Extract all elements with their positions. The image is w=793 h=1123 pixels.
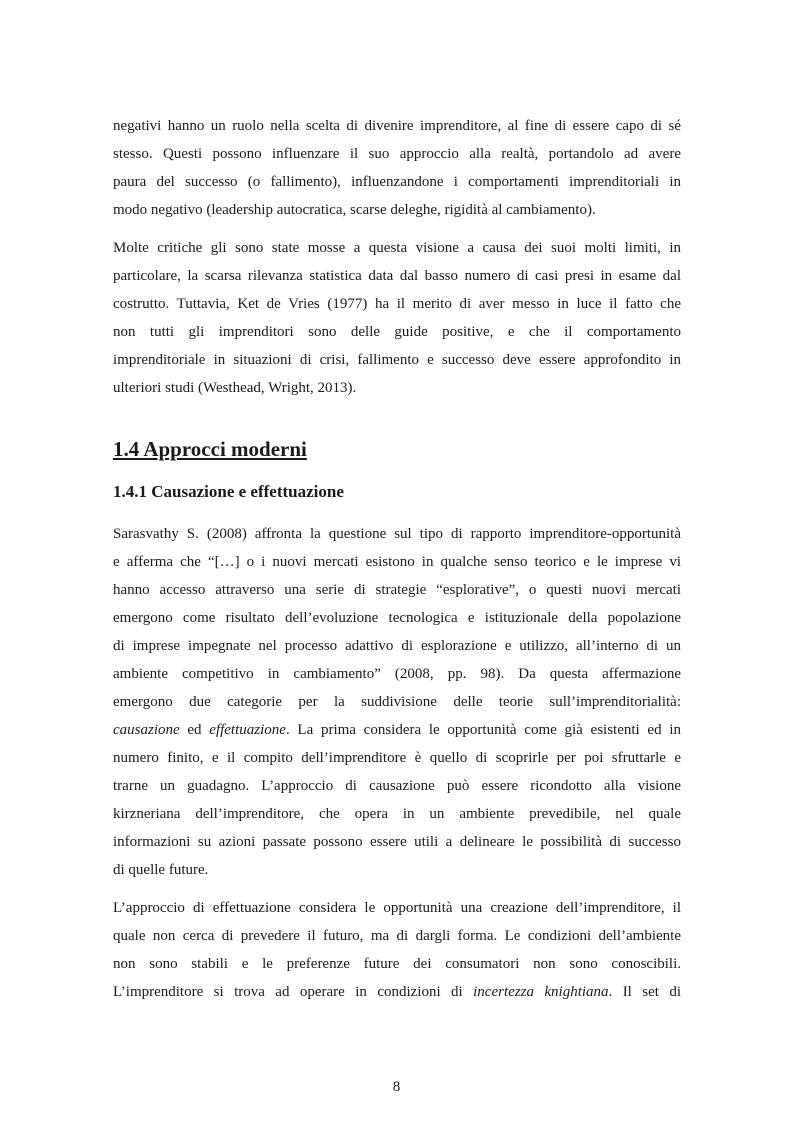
connector-text: ed [179, 722, 210, 738]
paragraph-3-line: kirzneriana dell’imprenditore, che opera in un ambiente prevedibile, nel quale [113, 806, 681, 822]
paragraph-3-line: ambiente competitivo in cambiamento” (2008, pp. 98). Da questa affermazione [113, 666, 681, 682]
paragraph-2-line: ulteriori studi (Westhead, Wright, 2013). [113, 380, 357, 396]
subsection-heading: 1.4.1 Causazione e effettuazione [113, 482, 344, 501]
paragraph-3-line: trarne un guadagno. L’approccio di causazione può essere ricondotto alla visione [113, 778, 681, 794]
paragraph-3-line: di quelle future. [113, 862, 209, 878]
paragraph-3-line: numero finito, e il compito dell’imprenditore è quello di scoprirle per poi sfruttarle e [113, 750, 681, 766]
paragraph-4-line: quale non cerca di prevedere il futuro, ma di dargli forma. Le condizioni dell’ambiente [113, 928, 681, 944]
paragraph-4-line-italic [113, 982, 681, 1002]
section-heading: 1.4 Approcci moderni [113, 437, 307, 461]
paragraph-3-line: di imprese impegnate nel processo adattivo di esplorazione e utilizzo, all’interno di un [113, 638, 681, 654]
term-effettuazione: effettuazione [209, 722, 286, 738]
paragraph-2-line: Molte critiche gli sono state mosse a questa visione a causa dei suoi molti limiti, in [113, 240, 681, 256]
paragraph-1-line: negativi hanno un ruolo nella scelta di divenire imprenditore, al fine di essere capo di sé [113, 118, 681, 134]
paragraph-3-line: e afferma che “[…] o i nuovi mercati esistono in qualche senso teorico e le imprese vi [113, 554, 681, 570]
paragraph-3-line: hanno accesso attraverso una serie di strategie “esplorative”, o questi nuovi mercati [113, 582, 681, 598]
paragraph-3-line-terms [113, 720, 681, 740]
paragraph-3-line: emergono due categorie per la suddivisione delle teorie sull’imprenditorialità: [113, 694, 681, 710]
paragraph-1-line: paura del successo (o fallimento), influenzandone i comportamenti imprenditoriali in [113, 174, 681, 190]
paragraph-1-line: modo negativo (leadership autocratica, scarse deleghe, rigidità al cambiamento). [113, 202, 596, 218]
paragraph-1-line: stesso. Questi possono influenzare il suo approccio alla realtà, portandolo ad avere [113, 146, 681, 162]
line-end-text: . Il set di [608, 984, 682, 1000]
line-rest-text: . La prima considera le opportunità come già esistenti ed in [285, 722, 681, 738]
paragraph-3-line: informazioni su azioni passate possono essere utili a delineare le possibilità di successo [113, 834, 681, 850]
paragraph-2-line: imprenditoriale in situazioni di crisi, fallimento e successo deve essere approfondito in [113, 352, 681, 368]
line-start-text: L’imprenditore si trova ad operare in condizioni di [113, 984, 474, 1000]
paragraph-2-line: costrutto. Tuttavia, Ket de Vries (1977) ha il merito di aver messo in luce il fatto che [113, 296, 681, 312]
paragraph-2-line: non tutti gli imprenditori sono delle guide positive, e che il comportamento [113, 324, 681, 340]
page-number: 8 [392, 1079, 401, 1095]
paragraph-3-line: emergono come risultato dell’evoluzione tecnologica e istituzionale della popolazione [113, 610, 681, 626]
term-causazione: causazione [113, 722, 180, 738]
paragraph-2-line: particolare, la scarsa rilevanza statistica data dal basso numero di casi presi in esame dal [113, 268, 681, 284]
paragraph-3-line: Sarasvathy S. (2008) affronta la questione sul tipo di rapporto imprenditore-opportunità [113, 526, 681, 542]
paragraph-4-line: non sono stabili e le preferenze future dei consumatori non sono conoscibili. [113, 956, 681, 972]
paragraph-4-line: L’approccio di effettuazione considera le opportunità una creazione dell’imprenditore, il [113, 900, 681, 916]
term-incertezza-knightiana: incertezza knightiana [473, 984, 609, 1000]
